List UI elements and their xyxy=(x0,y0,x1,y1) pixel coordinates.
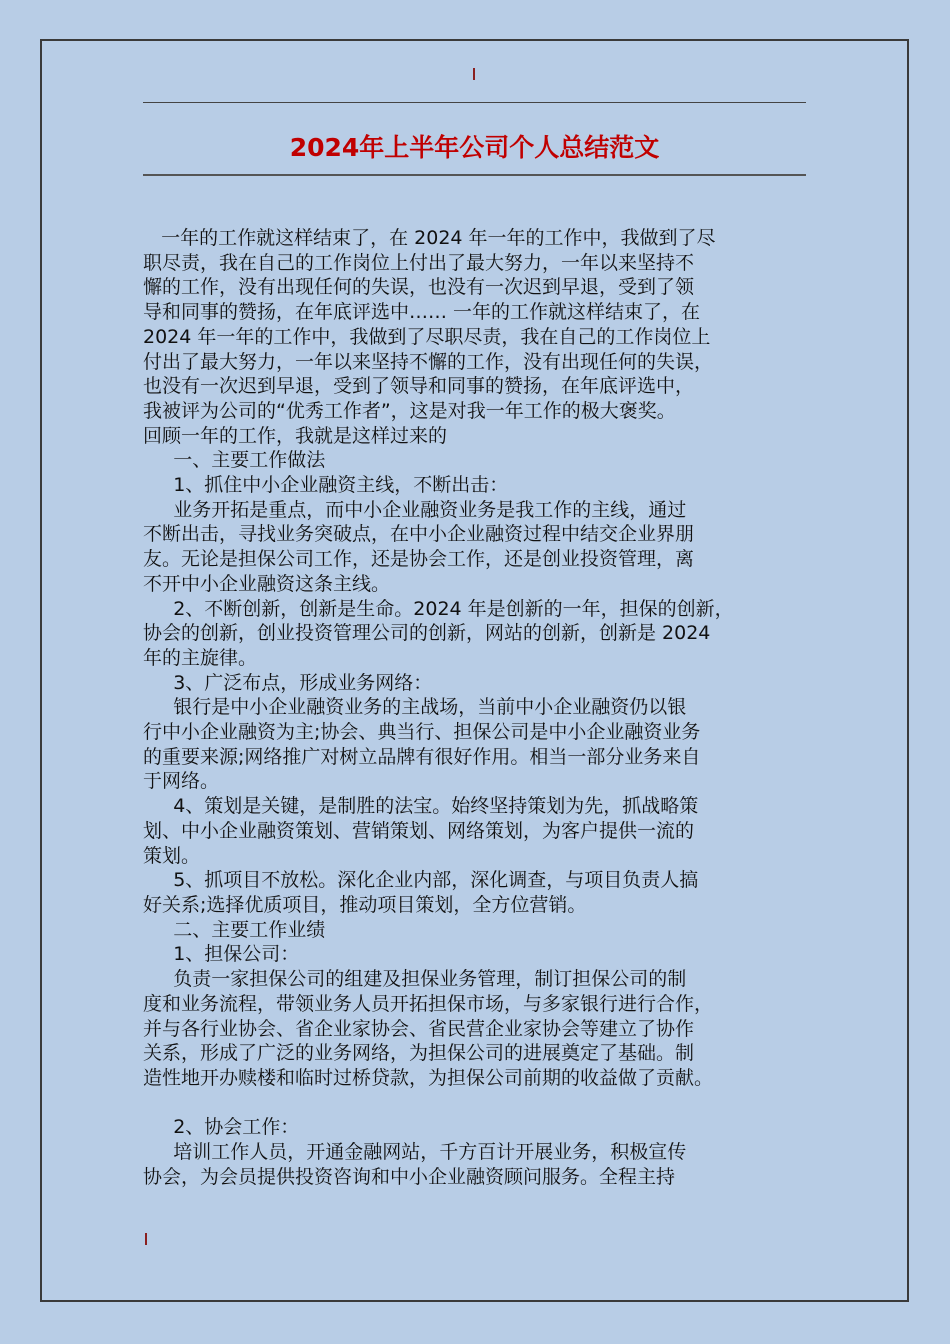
body-line: 培训工作人员，开通金融网站，千方百计开展业务，积极宣传 xyxy=(143,1141,687,1163)
body-line: 好关系;选择优质项目，推动项目策划，全方位营销。 xyxy=(143,893,587,916)
title-underline-rule xyxy=(143,174,806,176)
body-line: 5、抓项目不放松。深化企业内部，深化调查，与项目负责人搞 xyxy=(143,869,699,892)
body-line: 导和同事的赞扬，在年底评选中…… 一年的工作就这样结束了，在 xyxy=(143,301,701,324)
body-line: 的重要来源;网络推广对树立品牌有很好作用。相当一部分业务来自 xyxy=(143,745,701,768)
body-line: 造性地开办赎楼和临时过桥贷款，为担保公司前期的收益做了贡献。 xyxy=(143,1066,714,1089)
body-line: 懈的工作，没有出现任何的失误，也没有一次迟到早退，受到了领 xyxy=(143,276,695,299)
body-line: 年的主旋律。 xyxy=(143,646,258,669)
header-rule xyxy=(143,102,806,103)
body-line: 协会，为会员提供投资咨询和中小企业融资顾问服务。全程主持 xyxy=(143,1165,676,1188)
body-line: 银行是中小企业融资业务的主战场，当前中小企业融资仍以银 xyxy=(143,696,687,719)
body-line: 度和业务流程，带领业务人员开拓担保市场，与多家银行进行合作， xyxy=(143,992,714,1015)
body-line: 2、协会工作： xyxy=(143,1116,300,1139)
body-line: 2024 年一年的工作中，我做到了尽职尽责，我在自己的工作岗位上 xyxy=(143,325,711,348)
body-line: 3、广泛布点，形成业务网络： xyxy=(143,671,433,694)
body-line: 1、担保公司： xyxy=(143,943,300,966)
body-line: 友。无论是担保公司工作，还是协会工作，还是创业投资管理，离 xyxy=(143,548,695,571)
body-line: 我被评为公司的“优秀工作者”，这是对我一年工作的极大褒奖。 xyxy=(143,399,676,422)
body-line: 并与各行业协会、省企业家协会、省民营企业家协会等建立了协作 xyxy=(143,1017,695,1040)
header-cursor-mark xyxy=(473,68,475,80)
body-line: 也没有一次迟到早退，受到了领导和同事的赞扬，在年底评选中， xyxy=(143,375,695,398)
body-line xyxy=(143,1091,833,1116)
footer-cursor-mark xyxy=(145,1233,147,1245)
body-line: 关系，形成了广泛的业务网络，为担保公司的进展奠定了基础。制 xyxy=(143,1042,695,1065)
body-line: 一、主要工作做法 xyxy=(143,449,326,472)
body-line: 二、主要工作业绩 xyxy=(143,918,326,941)
body-line: 行中小企业融资为主;协会、典当行、担保公司是中小企业融资业务 xyxy=(143,721,701,744)
body-line: 于网络。 xyxy=(143,770,220,793)
body-line: 1、抓住中小企业融资主线，不断出击： xyxy=(143,474,509,497)
document-title: 2024年上半年公司个人总结范文 xyxy=(289,133,660,162)
body-line: 不开中小企业融资这条主线。 xyxy=(143,572,391,595)
body-line: 协会的创新，创业投资管理公司的创新，网站的创新，创新是 2024 xyxy=(143,622,711,645)
body-line: 划、中小企业融资策划、营销策划、网络策划，为客户提供一流的 xyxy=(143,819,695,842)
body-line: 职尽责，我在自己的工作岗位上付出了最大努力，一年以来坚持不 xyxy=(143,251,695,274)
body-line: 2、不断创新，创新是生命。2024 年是创新的一年，担保的创新， xyxy=(143,597,734,620)
body-line: 策划。 xyxy=(143,844,201,867)
body-line: 回顾一年的工作，我就是这样过来的 xyxy=(143,424,448,447)
body-line: 付出了最大努力，一年以来坚持不懈的工作，没有出现任何的失误， xyxy=(143,350,714,373)
body-line: 一年的工作就这样结束了，在 2024 年一年的工作中，我做到了尽 xyxy=(143,227,716,249)
body-line: 负责一家担保公司的组建及担保业务管理，制订担保公司的制 xyxy=(143,968,687,991)
body-line: 业务开拓是重点，而中小企业融资业务是我工作的主线，通过 xyxy=(143,498,687,521)
body-line: 不断出击，寻找业务突破点，在中小企业融资过程中结交企业界朋 xyxy=(143,523,695,546)
document-body xyxy=(143,226,833,1189)
body-line: 4、策划是关键，是制胜的法宝。始终坚持策划为先，抓战略策 xyxy=(143,795,699,818)
